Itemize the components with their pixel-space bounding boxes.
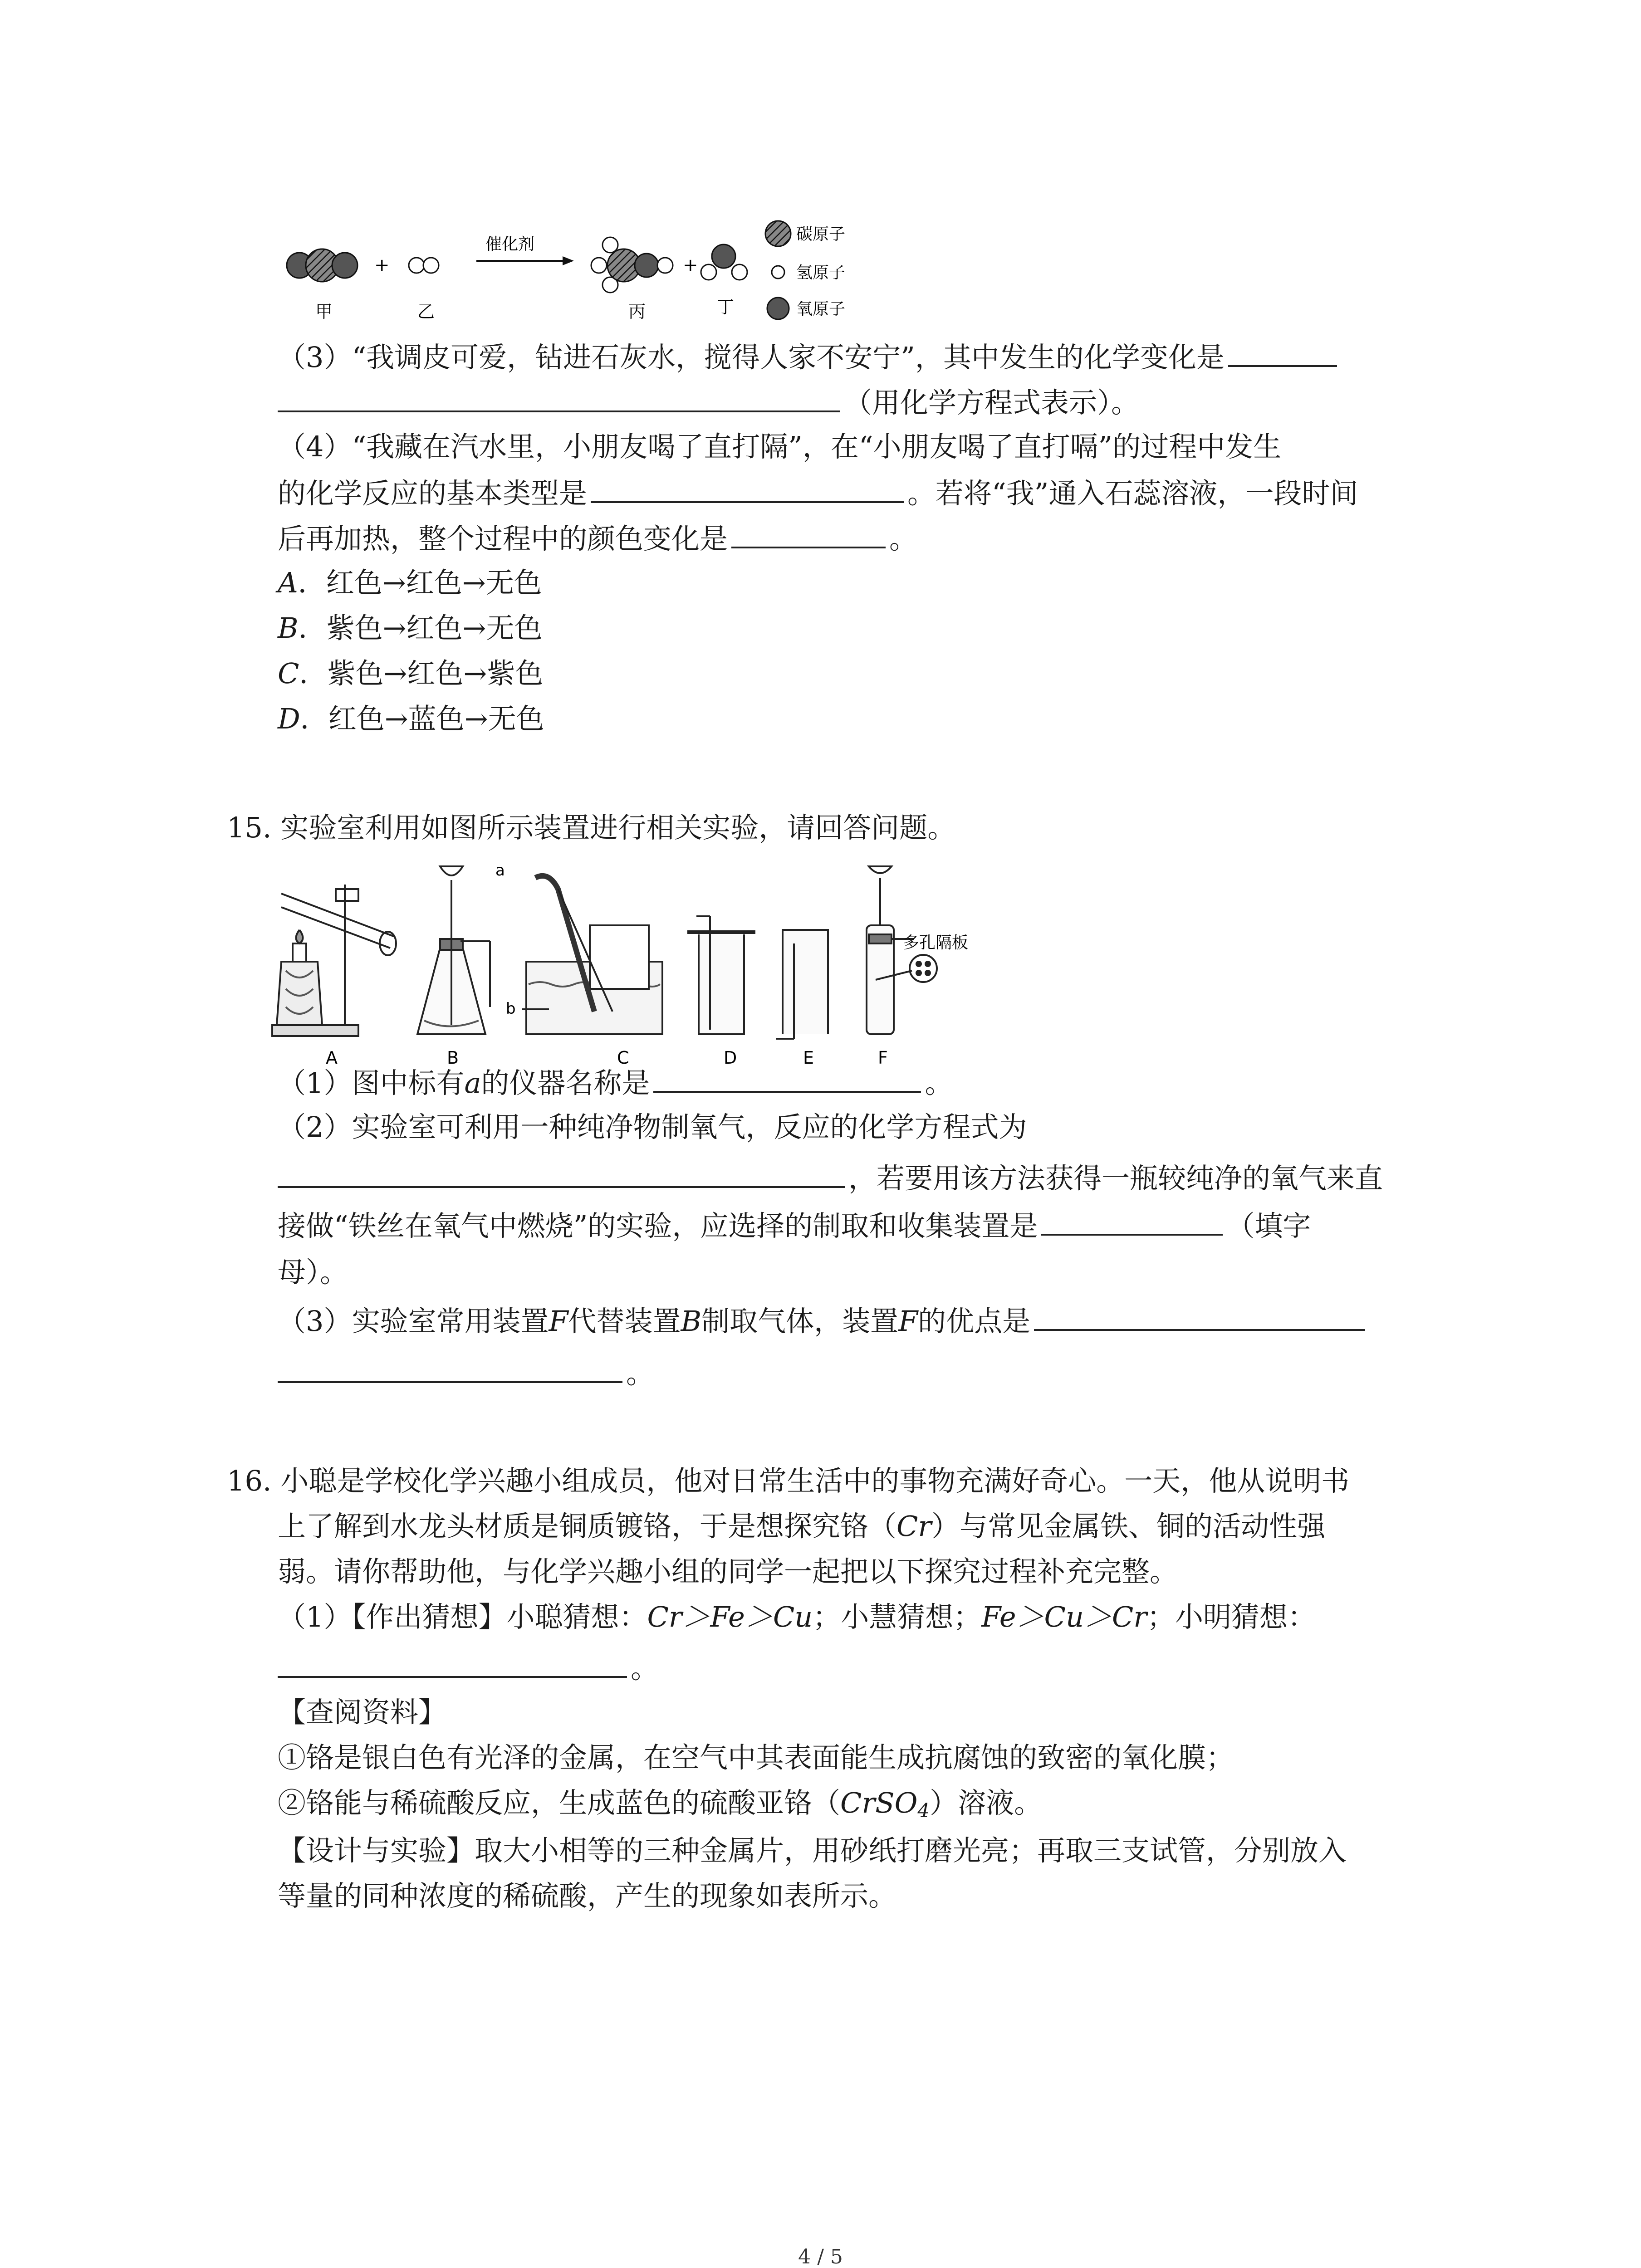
q14-p3-line2: （用化学方程式表示）。: [278, 383, 1139, 421]
q16-line1: 16. 小聪是学校化学兴趣小组成员，他对日常生活中的事物充满好奇心。一天，他从说明书: [227, 1464, 1350, 1497]
q16-line3: 弱。请你帮助他，与化学兴趣小组的同学一起把以下探究过程补充完整。: [278, 1555, 1178, 1588]
molecule-jia: [287, 249, 358, 282]
design-line1: 【设计与实验】取大小相等的三种金属片，用砂纸打磨光亮；再取三支试管，分别放入: [278, 1834, 1347, 1867]
option-b[interactable]: B．紫色→红色→无色: [278, 611, 543, 645]
answer-blank-q15-2a[interactable]: [278, 1159, 845, 1188]
q15-p3-line2: 。: [278, 1354, 654, 1392]
porous-plate-label: 多孔隔板: [903, 934, 969, 952]
legend: [765, 221, 845, 319]
label-b-tag: b: [506, 1000, 516, 1018]
reaction-diagram: [272, 209, 907, 327]
option-c[interactable]: C．紫色→红色→紫色: [278, 657, 544, 690]
answer-blank-q15-3b[interactable]: [278, 1354, 622, 1383]
svg-text:氢原子: 氢原子: [796, 264, 846, 282]
app-label-b: B: [447, 1048, 459, 1068]
lookup-title: 【查阅资料】: [278, 1696, 447, 1729]
app-label-f: F: [878, 1048, 888, 1068]
q16-p1-line2: 。: [278, 1649, 659, 1686]
app-label-e: E: [803, 1048, 814, 1068]
q16-p1-line1: （1）【作出猜想】小聪猜想：Cr＞Fe＞Cu；小慧猜想；Fe＞Cu＞Cr；小明猜想：: [278, 1600, 1316, 1633]
label-jia: 甲: [315, 302, 333, 322]
q15-p3-line1: （3）实验室常用装置F代替装置B制取气体，装置F的优点是: [278, 1302, 1369, 1339]
molecule-yi: [409, 258, 439, 273]
q15-p2-line2: ，若要用该方法获得一瓶较纯净的氧气来直: [278, 1159, 1383, 1197]
apparatus-diagram: [268, 857, 1012, 1070]
app-label-c: C: [617, 1048, 629, 1068]
answer-blank-q15-3a[interactable]: [1034, 1302, 1365, 1331]
plus-1: +: [374, 255, 390, 276]
q15-p1: （1）图中标有a的仪器名称是 。: [278, 1064, 953, 1101]
fact-2: ②铬能与稀硫酸反应，生成蓝色的硫酸亚铬（CrSO$_4$）溶液。: [278, 1786, 1043, 1822]
app-label-d: D: [724, 1048, 737, 1068]
option-d[interactable]: D．红色→蓝色→无色: [278, 702, 544, 735]
plus-2: +: [683, 255, 698, 276]
option-a[interactable]: A．红色→红色→无色: [278, 566, 542, 599]
catalyst-label: 催化剂: [485, 235, 535, 254]
label-yi: 乙: [417, 302, 435, 322]
fact-1: ①铬是银白色有光泽的金属，在空气中其表面能生成抗腐蚀的致密的氧化膜；: [278, 1741, 1234, 1774]
label-bing: 丙: [628, 302, 646, 322]
q14-p4-line3: 后再加热，整个过程中的颜色变化是 。: [278, 519, 917, 557]
apparatus-c: [522, 876, 662, 1034]
svg-text:氧原子: 氧原子: [796, 300, 846, 318]
q14-p4-line2: 的化学反应的基本类型是 。若将“我”通入石蕊溶液，一段时间: [278, 474, 1358, 512]
q15-p2-line3: 接做“铁丝在氧气中燃烧”的实验，应选择的制取和收集装置是 （填字: [278, 1207, 1311, 1244]
apparatus-d: [687, 916, 755, 1034]
apparatus-e: [776, 930, 828, 1039]
q14-p4-line1: （4）“我藏在汽水里，小朋友喝了直打隔”，在“小朋友喝了直打嗝”的过程中发生: [278, 430, 1282, 463]
answer-blank-q14-3a[interactable]: [1228, 338, 1337, 367]
apparatus-b: [417, 866, 490, 1034]
page-number: 4 / 5: [798, 2245, 843, 2268]
molecule-bing: [591, 237, 673, 293]
answer-blank-q14-3b[interactable]: [278, 383, 840, 412]
apparatus-a: [272, 885, 396, 1036]
answer-blank-q15-2b[interactable]: [1041, 1207, 1223, 1236]
answer-blank-q14-4a[interactable]: [591, 474, 904, 503]
q15-stem: 15. 实验室利用如图所示装置进行相关实验，请回答问题。: [227, 811, 956, 844]
design-line2: 等量的同种浓度的稀硫酸，产生的现象如表所示。: [278, 1879, 897, 1912]
label-a-tag: a: [495, 861, 505, 880]
q14-p3-line1: （3）“我调皮可爱，钻进石灰水，搅得人家不安宁”，其中发生的化学变化是: [278, 338, 1341, 376]
answer-blank-q16-1[interactable]: [278, 1649, 627, 1678]
svg-text:碳原子: 碳原子: [796, 225, 846, 244]
molecule-ding: [701, 244, 747, 280]
answer-blank-q15-1[interactable]: [653, 1064, 921, 1093]
answer-blank-q14-4b[interactable]: [731, 519, 886, 548]
label-ding: 丁: [717, 297, 735, 317]
q15-p2-line4: 母）。: [278, 1256, 348, 1289]
q15-p2-line1: （2）实验室可利用一种纯净物制氧气，反应的化学方程式为: [278, 1110, 1027, 1144]
app-label-a: A: [326, 1048, 338, 1068]
q16-line2: 上了解到水龙头材质是铜质镀铬，于是想探究铬（Cr）与常见金属铁、铜的活动性强: [278, 1510, 1326, 1543]
